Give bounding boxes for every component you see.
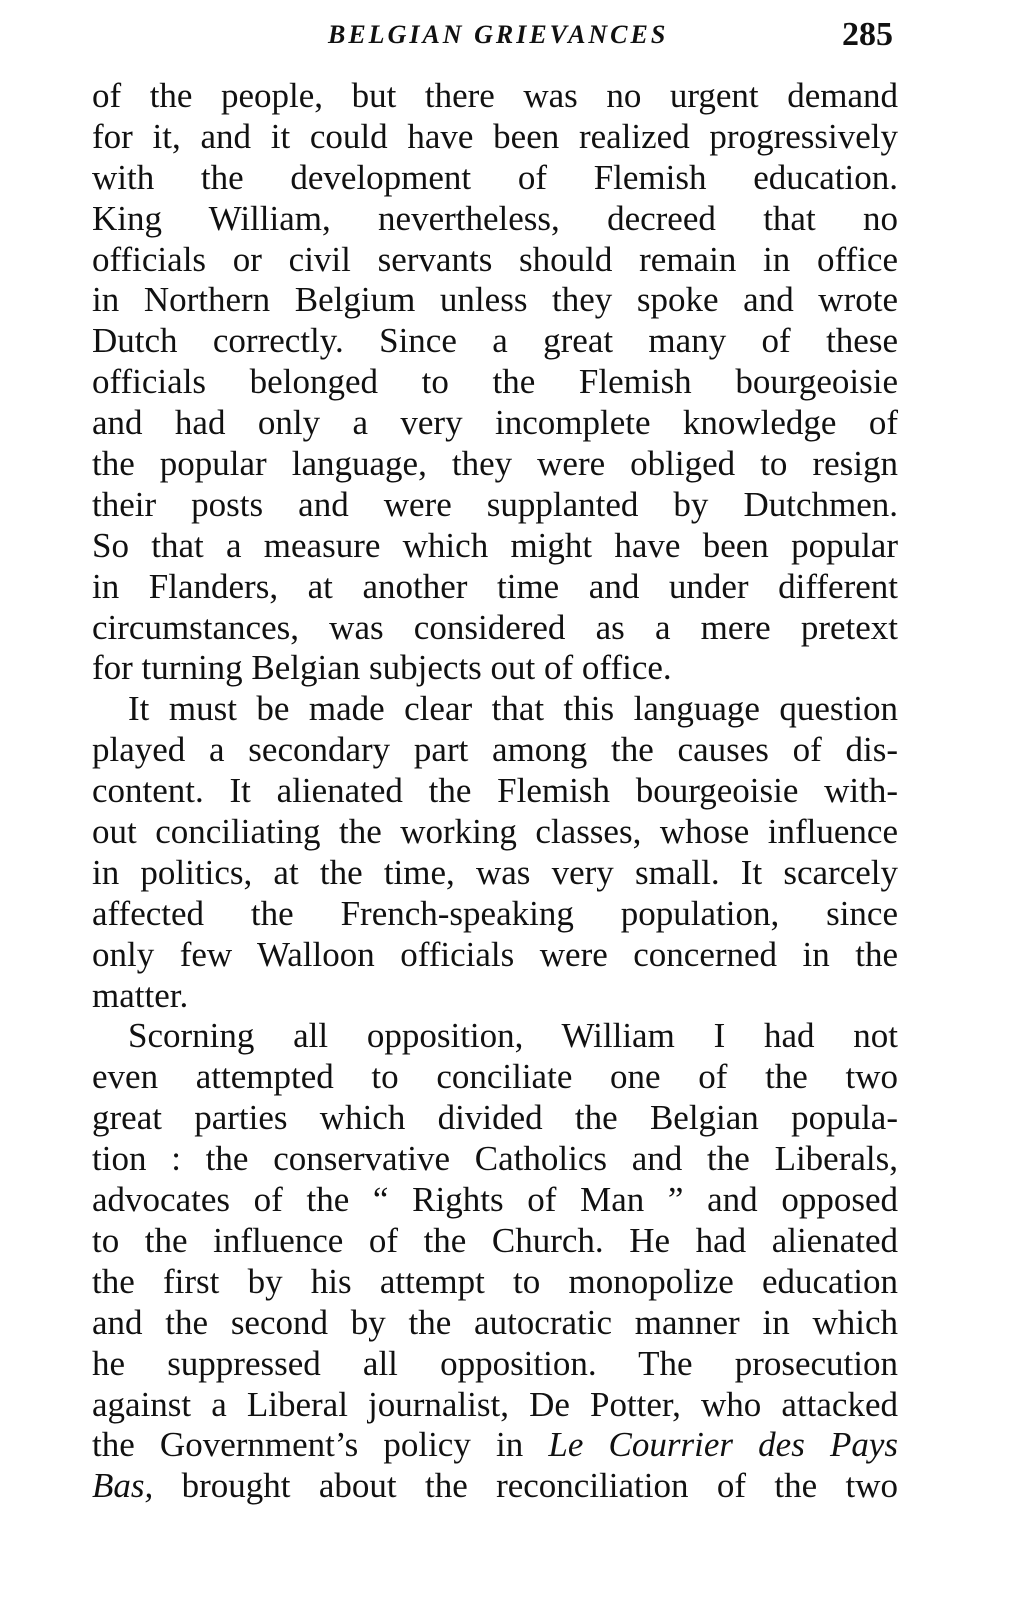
text-line: in Northern Belgium unless they spoke and wrote — [92, 280, 898, 320]
text-line: their posts and were supplanted by Dutchmen. — [92, 484, 898, 524]
text-run: brought about the reconciliation of the two — [153, 1466, 898, 1506]
text-line: the popular language, they were obliged to resign — [92, 444, 898, 484]
text-line: played a secondary part among the causes of dis- — [92, 730, 898, 770]
text-line: tion : the conservative Catholics and the Liberals, — [92, 1139, 898, 1179]
text-line: King William, nevertheless, decreed that no — [92, 198, 898, 238]
paragraph-3 — [92, 1016, 898, 1507]
text-line: officials or civil servants should remain in office — [92, 239, 898, 279]
newspaper-title-end: Bas, — [92, 1466, 154, 1506]
newspaper-title: Le Courrier des Pays — [548, 1425, 899, 1465]
text-line: in Flanders, at another time and under different — [92, 566, 898, 606]
text-line: affected the French-speaking population, since — [92, 893, 898, 933]
text-line: Scorning all opposition, William I had not — [128, 1016, 898, 1056]
running-title: BELGIAN GRIEVANCES — [328, 20, 669, 49]
text-line: It must be made clear that this language question — [128, 689, 898, 729]
text-line: and the second by the autocratic manner in which — [92, 1302, 898, 1342]
text-line: for turning Belgian subjects out of office. — [92, 648, 672, 688]
paragraph-2 — [92, 689, 898, 1016]
text-line: for it, and it could have been realized progressively — [92, 116, 898, 156]
text-line: to the influence of the Church. He had alienated — [92, 1220, 898, 1260]
text-line: Dutch correctly. Since a great many of these — [92, 321, 898, 361]
text-line: only few Walloon officials were concerned in the — [92, 934, 898, 974]
text-line: against a Liberal journalist, De Potter, who attacked — [92, 1384, 898, 1424]
text-line — [92, 1466, 898, 1507]
running-head — [0, 16, 1014, 56]
text-line: So that a measure which might have been popular — [92, 525, 898, 565]
text-line: content. It alienated the Flemish bourgeoisie with- — [92, 771, 898, 811]
text-line — [92, 1425, 898, 1466]
text-line: with the development of Flemish education. — [92, 157, 898, 197]
text-run: the Government’s policy in — [92, 1425, 549, 1465]
text-line: he suppressed all opposition. The prosecution — [92, 1343, 898, 1383]
page-number: 285 — [842, 16, 893, 53]
text-line: in politics, at the time, was very small. It scarcely — [92, 852, 898, 892]
text-line: circumstances, was considered as a mere pretext — [92, 607, 898, 647]
body-text — [92, 76, 898, 1507]
text-line: out conciliating the working classes, whose influence — [92, 812, 898, 852]
text-line: of the people, but there was no urgent demand — [92, 76, 898, 115]
text-line: the first by his attempt to monopolize education — [92, 1261, 898, 1301]
paragraph-1 — [92, 76, 898, 689]
text-line: matter. — [92, 975, 189, 1015]
text-line: officials belonged to the Flemish bourgeoisie — [92, 362, 898, 402]
text-line: advocates of the “ Rights of Man ” and opposed — [92, 1180, 898, 1220]
text-line: great parties which divided the Belgian popula- — [92, 1098, 898, 1138]
text-line: even attempted to conciliate one of the two — [92, 1057, 898, 1097]
text-line: and had only a very incomplete knowledge of — [92, 403, 898, 443]
